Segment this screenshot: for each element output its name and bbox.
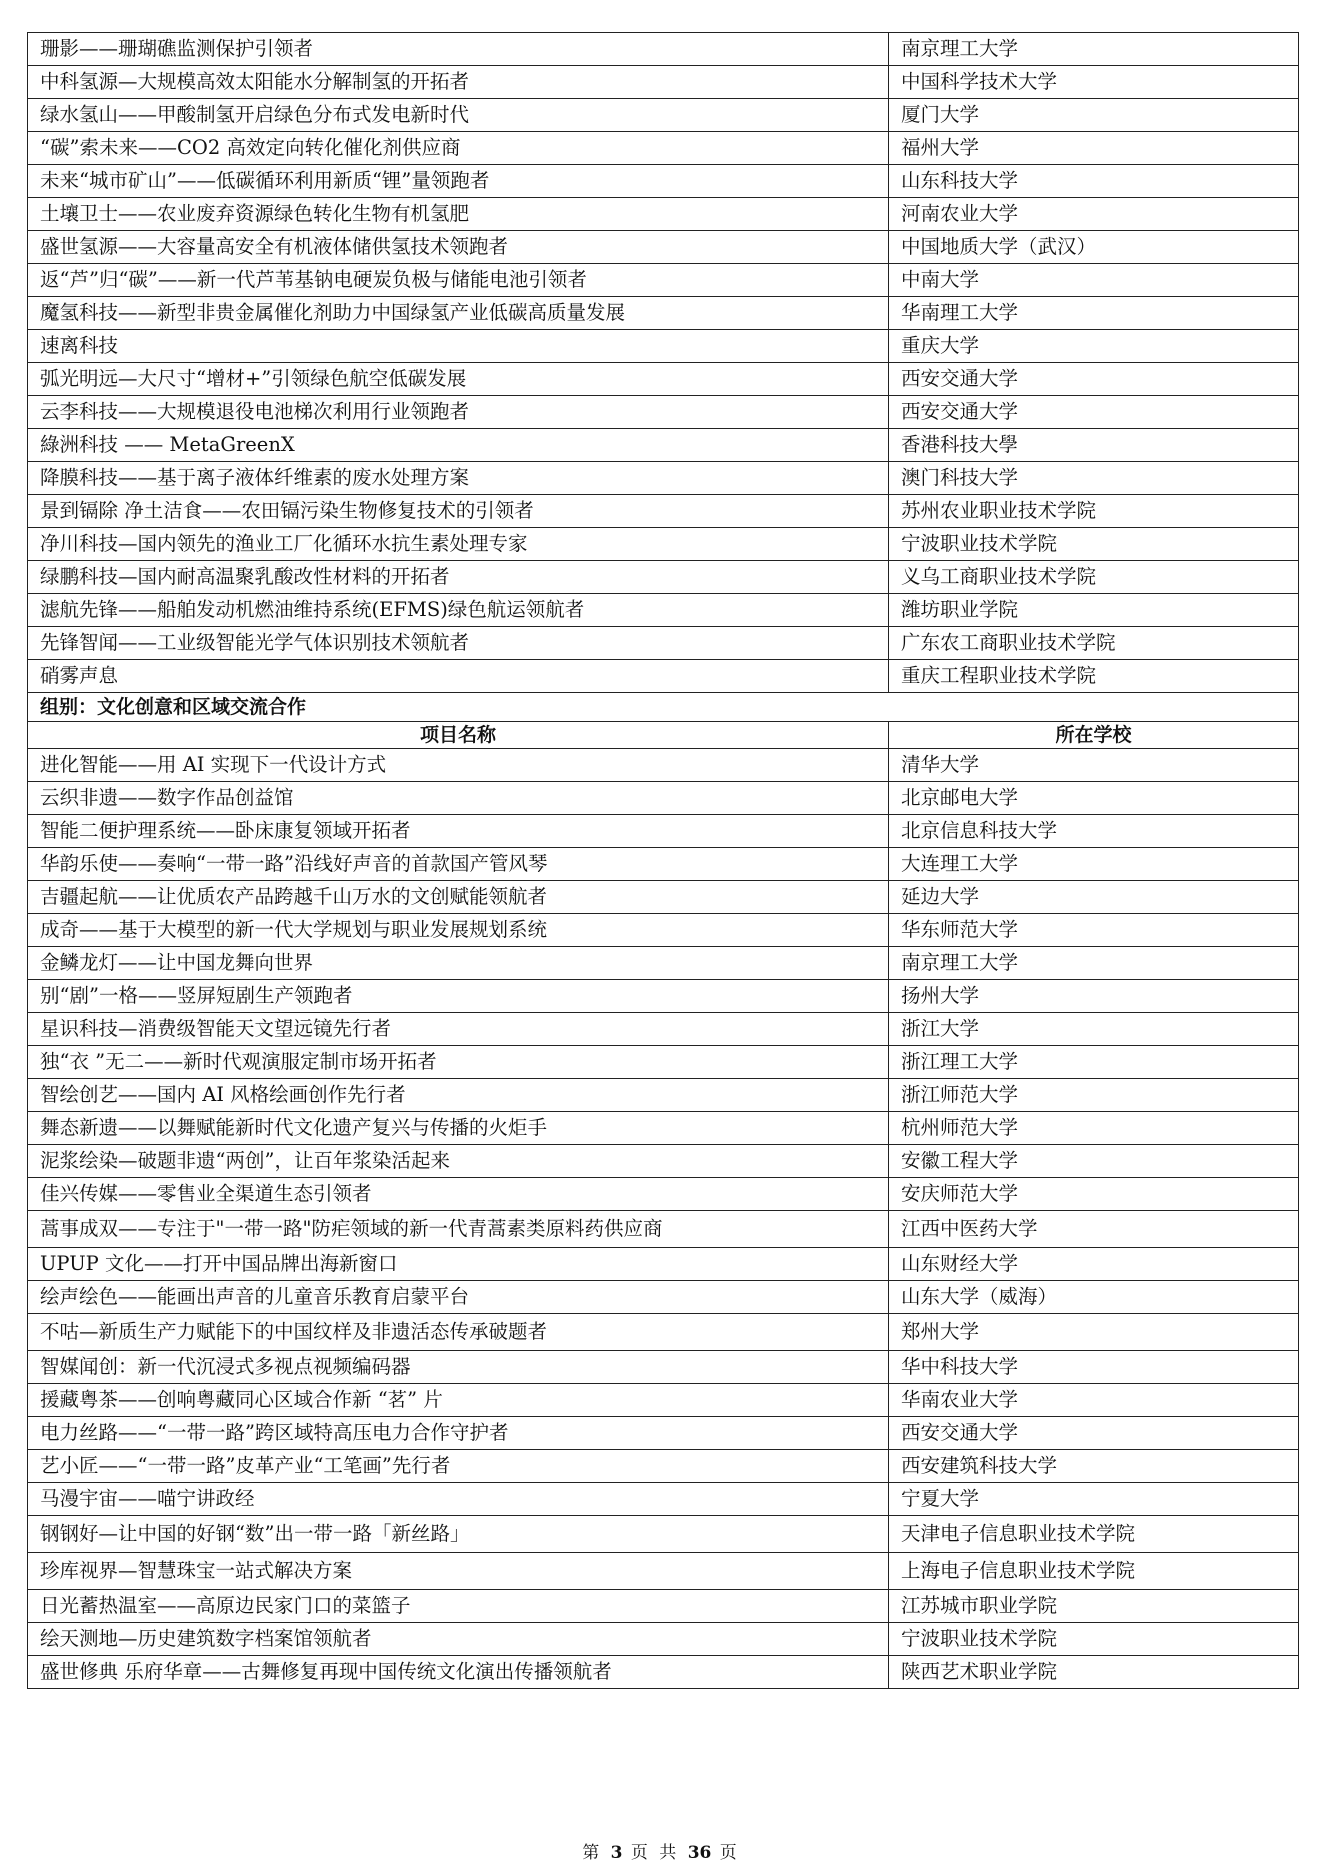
school-cell: 西安交通大学 bbox=[889, 363, 1299, 396]
project-name-cell: 金鳞龙灯——让中国龙舞向世界 bbox=[28, 947, 889, 980]
school-cell: 郑州大学 bbox=[889, 1314, 1299, 1351]
group-title-row bbox=[28, 693, 1299, 722]
table-row bbox=[28, 1211, 1299, 1248]
school-cell: 宁波职业技术学院 bbox=[889, 528, 1299, 561]
school-cell: 南京理工大学 bbox=[889, 33, 1299, 66]
school-cell: 香港科技大學 bbox=[889, 429, 1299, 462]
table-row bbox=[28, 165, 1299, 198]
table-row bbox=[28, 1281, 1299, 1314]
school-cell: 大连理工大学 bbox=[889, 848, 1299, 881]
table-row bbox=[28, 495, 1299, 528]
project-name-cell: 绿鹏科技—国内耐高温聚乳酸改性材料的开拓者 bbox=[28, 561, 889, 594]
footer-prefix: 第 bbox=[582, 1843, 603, 1863]
project-name-cell: 泥浆绘染—破题非遗“两创”，让百年浆染活起来 bbox=[28, 1145, 889, 1178]
table-row bbox=[28, 1314, 1299, 1351]
project-name-cell: 先锋智闻——工业级智能光学气体识别技术领航者 bbox=[28, 627, 889, 660]
project-name-cell: 魔氢科技——新型非贵金属催化剂助力中国绿氢产业低碳高质量发展 bbox=[28, 297, 889, 330]
table-row bbox=[28, 264, 1299, 297]
school-cell: 北京邮电大学 bbox=[889, 782, 1299, 815]
project-name-cell: 钢钢好—让中国的好钢“数”出一带一路「新丝路」 bbox=[28, 1516, 889, 1553]
table-row bbox=[28, 1483, 1299, 1516]
project-name-cell: 云李科技——大规模退役电池梯次利用行业领跑者 bbox=[28, 396, 889, 429]
school-cell: 延边大学 bbox=[889, 881, 1299, 914]
table-row bbox=[28, 1351, 1299, 1384]
project-name-cell: 援藏粤茶——创响粤藏同心区域合作新 “茗” 片 bbox=[28, 1384, 889, 1417]
project-name-cell: 盛世氢源——大容量高安全有机液体储供氢技术领跑者 bbox=[28, 231, 889, 264]
school-cell: 澳门科技大学 bbox=[889, 462, 1299, 495]
table-row bbox=[28, 1178, 1299, 1211]
table-row bbox=[28, 33, 1299, 66]
school-cell: 浙江师范大学 bbox=[889, 1079, 1299, 1112]
table-row bbox=[28, 1079, 1299, 1112]
table-row bbox=[28, 749, 1299, 782]
table-row bbox=[28, 914, 1299, 947]
school-cell: 重庆工程职业技术学院 bbox=[889, 660, 1299, 693]
project-name-cell: 绘声绘色——能画出声音的儿童音乐教育启蒙平台 bbox=[28, 1281, 889, 1314]
project-name-cell: 舞态新遗——以舞赋能新时代文化遗产复兴与传播的火炬手 bbox=[28, 1112, 889, 1145]
project-name-cell: 珍库视界—智慧珠宝一站式解决方案 bbox=[28, 1553, 889, 1590]
school-cell: 华东师范大学 bbox=[889, 914, 1299, 947]
project-name-cell: 滤航先锋——船舶发动机燃油维持系统(EFMS)绿色航运领航者 bbox=[28, 594, 889, 627]
project-name-cell: UPUP 文化——打开中国品牌出海新窗口 bbox=[28, 1248, 889, 1281]
project-name-cell: 马漫宇宙——喵宁讲政经 bbox=[28, 1483, 889, 1516]
project-name-cell: 日光蓄热温室——高原边民家门口的菜篮子 bbox=[28, 1590, 889, 1623]
footer-suffix: 页 bbox=[719, 1843, 740, 1863]
school-cell: 华南农业大学 bbox=[889, 1384, 1299, 1417]
project-name-cell: 盛世修典 乐府华章——古舞修复再现中国传统文化演出传播领航者 bbox=[28, 1656, 889, 1689]
project-table-body bbox=[28, 33, 1299, 1689]
project-name-cell: 绘天测地—历史建筑数字档案馆领航者 bbox=[28, 1623, 889, 1656]
school-cell: 广东农工商职业技术学院 bbox=[889, 627, 1299, 660]
table-row bbox=[28, 1553, 1299, 1590]
project-name-cell: 独“衣 ”无二——新时代观演服定制市场开拓者 bbox=[28, 1046, 889, 1079]
project-name-cell: 净川科技—国内领先的渔业工厂化循环水抗生素处理专家 bbox=[28, 528, 889, 561]
school-cell: 厦门大学 bbox=[889, 99, 1299, 132]
project-name-cell: 智能二便护理系统——卧床康复领域开拓者 bbox=[28, 815, 889, 848]
school-cell: 福州大学 bbox=[889, 132, 1299, 165]
school-cell: 浙江大学 bbox=[889, 1013, 1299, 1046]
school-cell: 江苏城市职业学院 bbox=[889, 1590, 1299, 1623]
school-cell: 西安建筑科技大学 bbox=[889, 1450, 1299, 1483]
school-cell: 重庆大学 bbox=[889, 330, 1299, 363]
project-name-cell: 景到镉除 净土洁食——农田镉污染生物修复技术的引领者 bbox=[28, 495, 889, 528]
project-name-cell: 智绘创艺——国内 AI 风格绘画创作先行者 bbox=[28, 1079, 889, 1112]
table-row bbox=[28, 561, 1299, 594]
table-row bbox=[28, 980, 1299, 1013]
table-row bbox=[28, 1248, 1299, 1281]
school-cell: 西安交通大学 bbox=[889, 396, 1299, 429]
table-row bbox=[28, 1623, 1299, 1656]
project-name-cell: 速离科技 bbox=[28, 330, 889, 363]
table-row bbox=[28, 1013, 1299, 1046]
project-name-cell: 佳兴传媒——零售业全渠道生态引领者 bbox=[28, 1178, 889, 1211]
table-row bbox=[28, 462, 1299, 495]
table-row bbox=[28, 99, 1299, 132]
project-name-cell: 绿水氢山——甲酸制氢开启绿色分布式发电新时代 bbox=[28, 99, 889, 132]
table-row bbox=[28, 66, 1299, 99]
project-name-cell: 别“剧”一格——竖屏短剧生产领跑者 bbox=[28, 980, 889, 1013]
project-name-cell: 中科氢源—大规模高效太阳能水分解制氢的开拓者 bbox=[28, 66, 889, 99]
table-row bbox=[28, 660, 1299, 693]
school-cell: 北京信息科技大学 bbox=[889, 815, 1299, 848]
school-cell: 清华大学 bbox=[889, 749, 1299, 782]
project-name-cell: 艺小匠——“一带一路”皮革产业“工笔画”先行者 bbox=[28, 1450, 889, 1483]
school-cell: 山东财经大学 bbox=[889, 1248, 1299, 1281]
project-name-cell: 硝雾声息 bbox=[28, 660, 889, 693]
table-row bbox=[28, 881, 1299, 914]
school-cell: 苏州农业职业技术学院 bbox=[889, 495, 1299, 528]
school-cell: 南京理工大学 bbox=[889, 947, 1299, 980]
footer-page-number: 3 bbox=[610, 1843, 623, 1863]
school-cell: 潍坊职业学院 bbox=[889, 594, 1299, 627]
header-project-name: 项目名称 bbox=[28, 722, 889, 749]
school-cell: 上海电子信息职业技术学院 bbox=[889, 1553, 1299, 1590]
table-row bbox=[28, 1046, 1299, 1079]
school-cell: 陕西艺术职业学院 bbox=[889, 1656, 1299, 1689]
school-cell: 山东大学（威海） bbox=[889, 1281, 1299, 1314]
project-name-cell: 不咕—新质生产力赋能下的中国纹样及非遗活态传承破题者 bbox=[28, 1314, 889, 1351]
document-page bbox=[27, 32, 1298, 1689]
group-title: 组别：文化创意和区域交流合作 bbox=[28, 693, 1299, 722]
table-row bbox=[28, 363, 1299, 396]
table-row bbox=[28, 1450, 1299, 1483]
table-row bbox=[28, 231, 1299, 264]
table-row bbox=[28, 782, 1299, 815]
table-row bbox=[28, 1145, 1299, 1178]
school-cell: 杭州师范大学 bbox=[889, 1112, 1299, 1145]
table-row bbox=[28, 815, 1299, 848]
header-school: 所在学校 bbox=[889, 722, 1299, 749]
project-name-cell: 吉疆起航——让优质农产品跨越千山万水的文创赋能领航者 bbox=[28, 881, 889, 914]
school-cell: 义乌工商职业技术学院 bbox=[889, 561, 1299, 594]
table-header-row bbox=[28, 722, 1299, 749]
school-cell: 江西中医药大学 bbox=[889, 1211, 1299, 1248]
table-row bbox=[28, 1656, 1299, 1689]
table-row bbox=[28, 848, 1299, 881]
project-name-cell: 进化智能——用 AI 实现下一代设计方式 bbox=[28, 749, 889, 782]
project-name-cell: 智媒闻创：新一代沉浸式多视点视频编码器 bbox=[28, 1351, 889, 1384]
school-cell: 中国科学技术大学 bbox=[889, 66, 1299, 99]
footer-middle: 页 共 bbox=[630, 1843, 680, 1863]
table-row bbox=[28, 198, 1299, 231]
school-cell: 河南农业大学 bbox=[889, 198, 1299, 231]
project-name-cell: 返“芦”归“碳”——新一代芦苇基钠电硬炭负极与储能电池引领者 bbox=[28, 264, 889, 297]
footer-total-pages: 36 bbox=[687, 1843, 712, 1863]
school-cell: 天津电子信息职业技术学院 bbox=[889, 1516, 1299, 1553]
project-name-cell: “碳”索未来——CO2 高效定向转化催化剂供应商 bbox=[28, 132, 889, 165]
table-row bbox=[28, 330, 1299, 363]
school-cell: 中国地质大学（武汉） bbox=[889, 231, 1299, 264]
table-row bbox=[28, 429, 1299, 462]
table-row bbox=[28, 297, 1299, 330]
table-row bbox=[28, 627, 1299, 660]
school-cell: 华中科技大学 bbox=[889, 1351, 1299, 1384]
project-name-cell: 电力丝路——“一带一路”跨区域特高压电力合作守护者 bbox=[28, 1417, 889, 1450]
page-footer bbox=[0, 1838, 1322, 1863]
school-cell: 安庆师范大学 bbox=[889, 1178, 1299, 1211]
project-name-cell: 未来“城市矿山”——低碳循环利用新质“锂”量领跑者 bbox=[28, 165, 889, 198]
project-name-cell: 土壤卫士——农业废弃资源绿色转化生物有机氢肥 bbox=[28, 198, 889, 231]
project-name-cell: 珊影——珊瑚礁监测保护引领者 bbox=[28, 33, 889, 66]
school-cell: 山东科技大学 bbox=[889, 165, 1299, 198]
table-row bbox=[28, 1112, 1299, 1145]
table-row bbox=[28, 1417, 1299, 1450]
school-cell: 中南大学 bbox=[889, 264, 1299, 297]
school-cell: 扬州大学 bbox=[889, 980, 1299, 1013]
table-row bbox=[28, 1384, 1299, 1417]
project-table bbox=[27, 32, 1299, 1689]
project-name-cell: 綠洲科技 —— MetaGreenX bbox=[28, 429, 889, 462]
project-name-cell: 华韵乐使——奏响“一带一路”沿线好声音的首款国产管风琴 bbox=[28, 848, 889, 881]
project-name-cell: 成奇——基于大模型的新一代大学规划与职业发展规划系统 bbox=[28, 914, 889, 947]
project-name-cell: 云织非遗——数字作品创益馆 bbox=[28, 782, 889, 815]
project-name-cell: 弧光明远—大尺寸“增材+”引领绿色航空低碳发展 bbox=[28, 363, 889, 396]
table-row bbox=[28, 594, 1299, 627]
table-row bbox=[28, 528, 1299, 561]
table-row bbox=[28, 396, 1299, 429]
school-cell: 西安交通大学 bbox=[889, 1417, 1299, 1450]
project-name-cell: 星识科技—消费级智能天文望远镜先行者 bbox=[28, 1013, 889, 1046]
table-row bbox=[28, 132, 1299, 165]
table-row bbox=[28, 947, 1299, 980]
table-row bbox=[28, 1590, 1299, 1623]
school-cell: 浙江理工大学 bbox=[889, 1046, 1299, 1079]
table-row bbox=[28, 1516, 1299, 1553]
project-name-cell: 降膜科技——基于离子液体纤维素的废水处理方案 bbox=[28, 462, 889, 495]
school-cell: 安徽工程大学 bbox=[889, 1145, 1299, 1178]
school-cell: 宁波职业技术学院 bbox=[889, 1623, 1299, 1656]
school-cell: 华南理工大学 bbox=[889, 297, 1299, 330]
school-cell: 宁夏大学 bbox=[889, 1483, 1299, 1516]
project-name-cell: 蒿事成双——专注于"一带一路"防疟领域的新一代青蒿素类原料药供应商 bbox=[28, 1211, 889, 1248]
